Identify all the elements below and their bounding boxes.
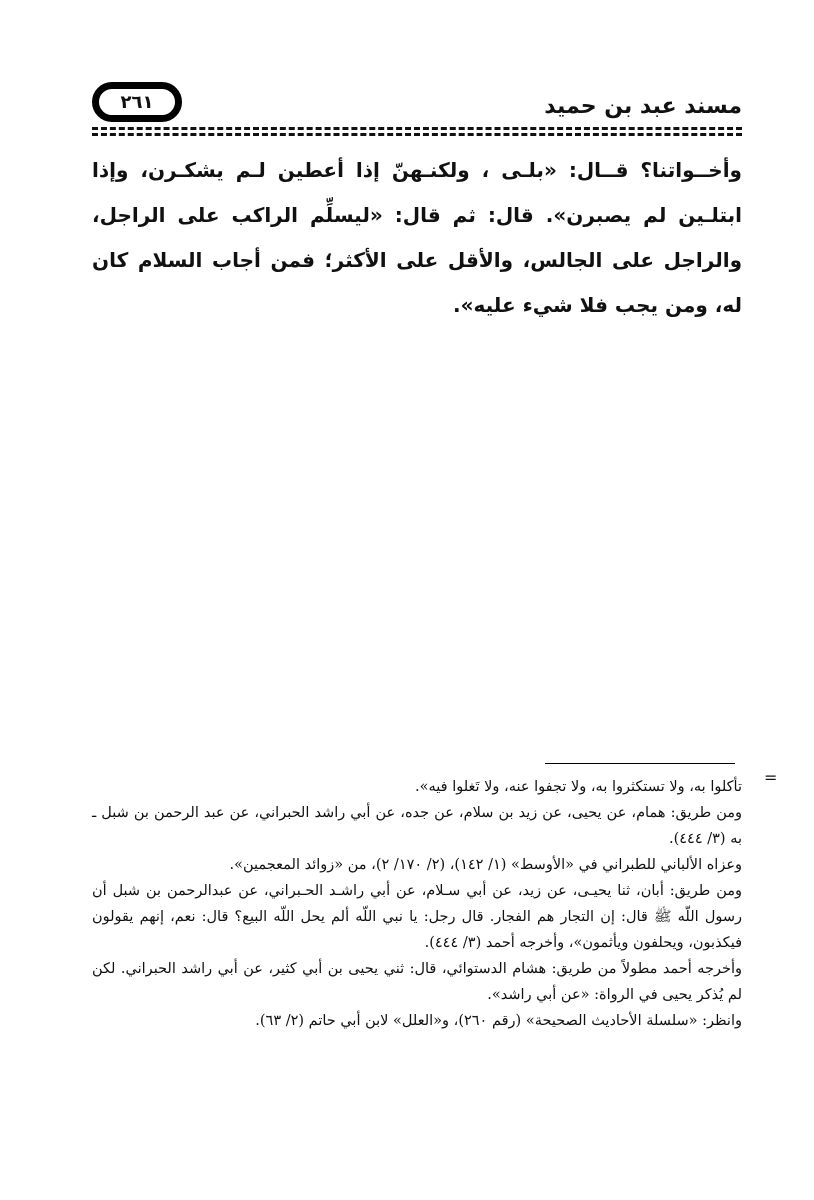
main-text	[92, 148, 742, 328]
footnote-continuation-mark: =	[764, 768, 778, 787]
page-header	[92, 80, 742, 128]
footnote-line: وعزاه الألباني للطبراني في «الأوسط» (١/ ١٤٢)، (٢/ ١٧٠/ ٢)، من «زوائد المعجمين».	[229, 857, 742, 873]
footnote-line: ومن طريق: همام، عن يحيى، عن زيد بن سلام، عن جده، عن أبي راشد الحبراني، عن عبد الرحمن بن شبل ـ به (٣/ ٤٤٤).	[92, 805, 742, 847]
footnote-divider	[545, 763, 735, 764]
page-number-badge	[92, 82, 182, 122]
header-divider-top	[92, 127, 742, 130]
header-divider-bottom	[92, 133, 742, 136]
footnote-line: وأخرجه أحمد مطولاً من طريق: هشام الدستوائي، قال: ثني يحيى بن أبي كثير، عن أبي راشد الحبراني. لكن لم يُذكر يحيى في الرواة: «عن أبي راشد».	[92, 961, 742, 1003]
footnote-line: تأكلوا به، ولا تستكثروا به، ولا تجفوا عنه، ولا تَغلوا فيه».	[415, 779, 742, 795]
footnote-line: وانظر: «سلسلة الأحاديث الصحيحة» (رقم ٢٦٠)، و«العلل» لابن أبي حاتم (٢/ ٦٣).	[255, 1013, 742, 1029]
footnotes	[92, 774, 742, 1034]
page-number: ٢٦١	[120, 91, 154, 113]
main-paragraph: وأخــواتنا؟ قــال: «بلـى ، ولكنـهنّ إذا أعطين لـم يشكـرن، وإذا ابتلـين لم يصبرن». قال: ثم قال: «ليسلِّم الراكب على الراجل، والراجل على الجالس، والأقل على الأكثر؛ فمن أجاب السلام كان له، ومن يجب فلا شيء عليه».	[92, 158, 742, 317]
book-title: مسند عبد بن حميد	[544, 94, 742, 119]
footnote-line: ومن طريق: أبان، ثنا يحيـى، عن زيد، عن أبي سـلام، عن أبي راشـد الحـبراني، عن عبدالرحمن بن شبل أن رسول اللّه ﷺ قال: إن التجار هم الفجار. قال رجل: يا نبي اللّه ألم يحل اللّه البيع؟ قال: نعم، إنهم يقولون فيكذبون، ويحلفون ويأثمون»، وأخرجه أحمد (٣/ ٤٤٤).	[92, 883, 742, 951]
